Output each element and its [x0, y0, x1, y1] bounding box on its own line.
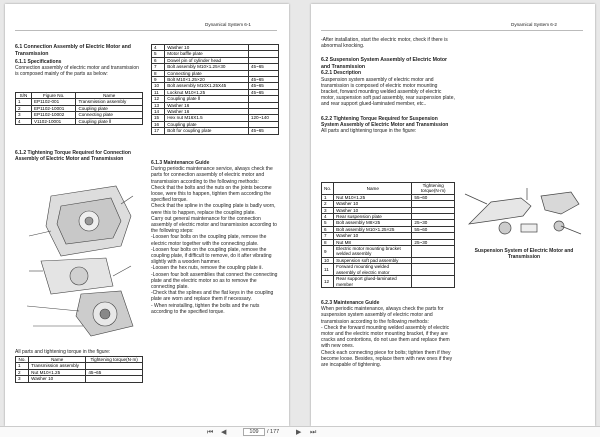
table-cell: 5 [322, 220, 334, 226]
table-cell: 120~140 [248, 115, 278, 121]
section-title: 6.1 Connection Assembly of Electric Motor and Transmission [15, 44, 131, 57]
next-page-button[interactable]: ▶ [296, 429, 302, 436]
paragraph: -Loosen four bolts on the coupling plate, remove the electric motor together with the connecting plate. [151, 234, 267, 247]
exploded-diagram [21, 176, 141, 344]
table-row [16, 118, 143, 124]
table-cell: 10 [152, 83, 165, 89]
table-cell: 14 [152, 109, 165, 115]
table-cell: 45~65 [248, 89, 278, 95]
table-header-cell: Name [334, 183, 412, 195]
table-cell: 4 [16, 118, 32, 124]
table-header-cell: Name [76, 93, 143, 99]
torque-section [15, 150, 143, 162]
paragraph: -Loosen the hex nuts, remove the coupling plate Ⅱ. [151, 265, 263, 272]
table-cell: 55~60 [412, 194, 455, 200]
maintenance-text [151, 166, 279, 315]
table-cell: Bolt for coupling plate [165, 128, 249, 134]
paragraph: Check that the bolts and the nuts on the joints become loose, were this to happen, tighten them according the specified torque. [151, 184, 272, 204]
first-page-button[interactable]: ⏮ [207, 429, 214, 436]
page-header: Dynamical System 6-1 [205, 22, 251, 27]
table-cell: 1 [16, 99, 32, 105]
table-cell: 11 [322, 264, 334, 276]
table-cell: 7 [322, 233, 334, 239]
prev-page-button[interactable]: ◀ [221, 429, 227, 436]
table-header-cell: S/N [16, 93, 32, 99]
paragraph: When periodic maintenance, always check the parts for suspension system assembly of electric motor and transmission according to the following methods: [321, 306, 444, 325]
table-cell: Nut M8 [334, 239, 412, 245]
table-cell: Washer 16 [165, 109, 249, 115]
table-cell: 25~30 [412, 220, 455, 226]
table-cell: 1 [16, 363, 29, 369]
table-cell: 9 [322, 246, 334, 258]
table-cell: Hex nut M16X1.5 [165, 115, 249, 121]
table-cell: 4 [152, 45, 165, 51]
table-cell: Coupling plate [165, 121, 249, 127]
table-cell: Motor baffle plate [165, 51, 249, 57]
table-row [322, 276, 455, 288]
paragraph: - When reinstalling, tighten the bolts and the nuts according to the specified torque. [151, 302, 260, 315]
table-header-cell: Tightening torque(N·m) [412, 183, 455, 195]
section-title: 6.2 Suspension System Assembly of Electric Motor and Transmission [321, 57, 448, 70]
suspension-diagram [461, 184, 587, 244]
table-row [16, 99, 143, 105]
table-cell: Nut M10×1.25 [334, 194, 412, 200]
table-cell: Nut M10×1.25 [29, 369, 86, 375]
table-cell [412, 246, 455, 258]
paragraph: During periodic maintenance service, always check the parts for connection assembly of electric motor and transmission according to the following methods: [151, 166, 273, 185]
table-cell: Bolt M10×1.25×20 [165, 77, 249, 83]
table-cell: 2 [16, 369, 29, 375]
maintenance-section [321, 300, 455, 368]
table-cell: Washer 10 [334, 233, 412, 239]
table-cell: Bolt assembly M10X1.25X45 [165, 83, 249, 89]
table-cell: Rear suspension plate [334, 214, 412, 220]
table-cell: 45~65 [86, 369, 143, 375]
table-header-cell: Tightening torque(N·m) [86, 357, 143, 363]
suspension-torque-table [321, 182, 455, 288]
header-rule [321, 30, 583, 31]
table-cell: Washer 10 [165, 45, 249, 51]
table-cell: 10 [322, 257, 334, 263]
table-header-cell: No. [16, 357, 29, 363]
table-cell: 12 [152, 96, 165, 102]
table-cell: Bolt assembly M8×25 [334, 220, 412, 226]
torque-table [15, 356, 143, 383]
table-cell: Coupling plate [76, 105, 143, 111]
table-cell: 15 [152, 115, 165, 121]
table-row [322, 264, 455, 276]
table-row [152, 128, 279, 134]
paragraph: Check each connecting piece for bolts; tighten them if they become loose. Besides, replace them with new ones if they are incapable of tightening. [321, 349, 453, 369]
table-cell [412, 276, 455, 288]
paragraph: - Check the forward mounting welded assembly of electric motor and the electric motor mounting bracket, if they are cracks and contortions, do not use them and replace them with new ones. [321, 324, 450, 350]
subsection-title: 6.1.1 Specifications [15, 59, 62, 65]
table-cell: Bolt assembly M10×1.25×25 [334, 226, 412, 232]
table-row [16, 376, 143, 382]
page-number-input[interactable] [243, 428, 265, 436]
table-cell: 7 [152, 64, 165, 70]
table-cell [86, 376, 143, 382]
figure-caption: Suspension System of Electric Motor and Transmission [474, 248, 574, 261]
table-cell: 8 [152, 70, 165, 76]
table-cell: Coupling plate Ⅱ [76, 118, 143, 124]
table-cell: Transmission assembly [76, 99, 143, 105]
page-header: Dynamical System 6-2 [511, 22, 557, 27]
spec-table [15, 92, 143, 125]
table-header-cell: Figure No. [31, 93, 75, 99]
last-page-button[interactable]: ⏭ [310, 429, 317, 436]
table-cell: 9 [152, 77, 165, 83]
table-cell: 3 [16, 376, 29, 382]
table-cell: 45~65 [248, 77, 278, 83]
table-cell: 16 [152, 121, 165, 127]
table-cell: Washer 10 [334, 207, 412, 213]
table-cell: EP1102-10002 [31, 112, 75, 118]
table-header-cell: Name [29, 357, 86, 363]
table-cell: 5 [152, 51, 165, 57]
table-cell: V1102-10001 [31, 118, 75, 124]
table-cell: 45~65 [248, 64, 278, 70]
table-cell: 2 [16, 105, 32, 111]
page-total: / 177 [267, 429, 280, 435]
torque-table-continued [151, 44, 279, 135]
paragraph: All parts and tightening torque in the figure: [321, 128, 417, 135]
paragraph: Connection assembly of electric motor and transmission is composed mainly of the parts as below: [15, 65, 139, 78]
subsection-title: 6.1.3 Maintenance Guide [151, 160, 210, 166]
paragraph: -Loosen four bolt assemblies that connect the connecting plate and the electric motor so as to remove the connecting plate. [151, 271, 278, 291]
table-cell: EP1102-10001 [31, 105, 75, 111]
table-cell: 6 [152, 57, 165, 63]
table-cell: Connecting plate [76, 112, 143, 118]
paragraph: -After installation, start the electric motor, check if there is abnormal knocking. [321, 37, 448, 50]
subsection-title: 6.1.2 Tightening Torque Required for Connection Assembly of Electric Motor and Transmission [15, 150, 131, 163]
left-page [5, 4, 289, 426]
table-cell: 3 [322, 207, 334, 213]
paragraph: -Loosen four bolts on the coupling plate, remove the coupling plate, if difficult to remove, do it after vibrating slightly with a wooden hammer. [151, 246, 272, 266]
table-cell: 45~65 [248, 83, 278, 89]
subsection-title: 6.2.2 Tightening Torque Required for Suspension System Assembly of Electric Motor and Transmission [321, 115, 449, 128]
table-cell: Bolt assembly M10×1.25×30 [165, 64, 249, 70]
table-cell: Washer 10 [29, 376, 86, 382]
table-cell: Washer 10 [334, 201, 412, 207]
table-header-row [322, 183, 455, 195]
table-cell: Connecting plate [165, 70, 249, 76]
subsection-title: 6.2.3 Maintenance Guide [321, 300, 380, 306]
maintenance-text [321, 306, 455, 368]
navigation-toolbar [0, 426, 600, 437]
paragraph: Check that the spline in the coupling plate is badly worn, were this to happen, replace the coupling plate. [151, 203, 276, 216]
table-cell: 25~30 [412, 239, 455, 245]
table-cell: Dowel pin of cylinder head [165, 57, 249, 63]
paragraph: Carry out general maintenance for the connection assembly of electric motor and transmission according to the following steps: [151, 215, 277, 235]
subsection-title: 6.2.1 Description [321, 70, 362, 77]
table-cell: Suspension soft pad assembly [334, 257, 412, 263]
torque-note [15, 349, 143, 355]
right-page [311, 4, 595, 426]
table-cell: Coupling plate Ⅱ [165, 96, 249, 102]
table-cell [412, 264, 455, 276]
paragraph: -Check that the splines and the flat keys in the coupling plate are worn and replace them if necessary. [151, 290, 274, 303]
left-column [15, 44, 143, 78]
table-cell: 3 [16, 112, 32, 118]
header-rule [15, 30, 277, 31]
table-cell: EP1102-001 [31, 99, 75, 105]
table-cell: 2 [322, 201, 334, 207]
table-cell: Forward mounting welded assembly of electric motor [334, 264, 412, 276]
table-cell: 13 [152, 102, 165, 108]
table-cell: 12 [322, 276, 334, 288]
table-cell: Washer 16 [165, 102, 249, 108]
table-cell: 6 [322, 226, 334, 232]
table-row [152, 64, 279, 70]
table-cell: Electric motor mounting bracket welded assembly [334, 246, 412, 258]
table-cell: 45~65 [248, 128, 278, 134]
table-cell: Rear support glued-laminated member [334, 276, 412, 288]
table-cell: 55~60 [412, 226, 455, 232]
left-column [321, 37, 455, 134]
paragraph: Suspension system assembly of electric motor and transmission is composed of electric motor mounting bracket, forward mounting welded assembly of electric motor, suspension soft pad assembly, rear suspension plate, and rear support glued-laminated member, etc.. [321, 76, 455, 108]
table-cell: 4 [322, 214, 334, 220]
table-row [152, 83, 279, 89]
paragraph: All parts and tightening torque in the figure: [15, 349, 111, 355]
table-header-cell: No. [322, 183, 334, 195]
table-cell: Locknut M10×1.25 [165, 89, 249, 95]
table-cell: 17 [152, 128, 165, 134]
table-row [322, 246, 455, 258]
table-cell: 8 [322, 239, 334, 245]
maintenance-section [151, 160, 279, 315]
table-cell: 11 [152, 89, 165, 95]
table-cell: 1 [322, 194, 334, 200]
table-cell: Transmission assembly [29, 363, 86, 369]
